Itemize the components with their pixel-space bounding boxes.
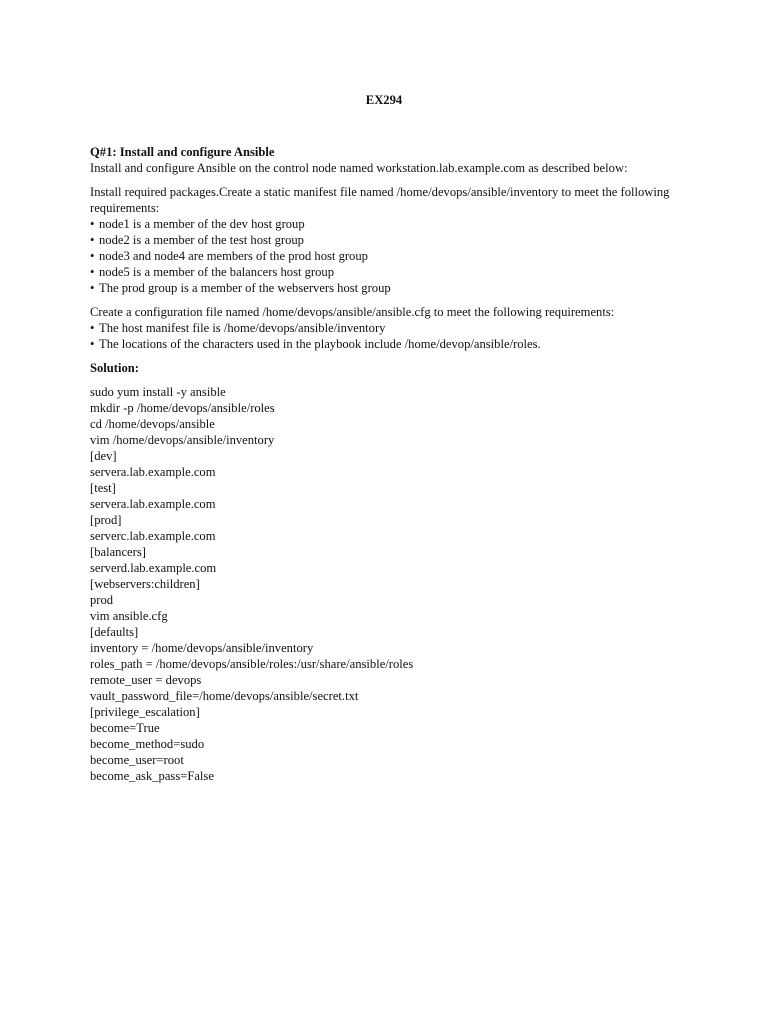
solution-line: servera.lab.example.com — [90, 465, 216, 479]
bullet-icon: • — [90, 233, 95, 247]
solution-line: serverd.lab.example.com — [90, 561, 217, 575]
bullet-icon: • — [90, 321, 95, 335]
list-item — [90, 264, 690, 280]
list-item — [90, 280, 690, 296]
inventory-bullet-list — [90, 216, 690, 296]
list-item-text: The locations of the characters used in the playbook include /home/devop/ansible/roles. — [99, 337, 541, 351]
intro-paragraph: Install and configure Ansible on the control node named workstation.lab.example.com as described below: — [90, 161, 628, 175]
list-item-text: The prod group is a member of the webservers host group — [99, 281, 391, 295]
list-item-text: node5 is a member of the balancers host group — [99, 265, 335, 279]
list-item — [90, 232, 690, 248]
inventory-paragraph: Install required packages.Create a static manifest file named /home/devops/ansible/inventory to meet the following requirements: — [90, 185, 670, 215]
spacer — [90, 296, 690, 304]
spacer — [90, 352, 690, 360]
spacer — [90, 176, 690, 184]
solution-line: vim ansible.cfg — [90, 609, 168, 623]
spacer — [90, 376, 690, 384]
document-body — [90, 144, 690, 784]
solution-line: [prod] — [90, 513, 122, 527]
solution-line: [defaults] — [90, 625, 139, 639]
solution-line: [balancers] — [90, 545, 146, 559]
list-item-text: node1 is a member of the dev host group — [99, 217, 305, 231]
question-heading: Q#1: Install and configure Ansible — [90, 145, 275, 159]
solution-line: [test] — [90, 481, 116, 495]
solution-line: [webservers:children] — [90, 577, 200, 591]
solution-line: prod — [90, 593, 114, 607]
solution-line: become_ask_pass=False — [90, 769, 214, 783]
solution-line: become=True — [90, 721, 160, 735]
list-item-text: node2 is a member of the test host group — [99, 233, 304, 247]
list-item — [90, 320, 690, 336]
list-item — [90, 336, 690, 352]
bullet-icon: • — [90, 281, 95, 295]
solution-line: become_user=root — [90, 753, 184, 767]
config-paragraph: Create a configuration file named /home/devops/ansible/ansible.cfg to meet the following requirements: — [90, 305, 615, 319]
solution-code-block — [90, 384, 690, 784]
solution-line: inventory = /home/devops/ansible/inventory — [90, 641, 314, 655]
solution-line: vim /home/devops/ansible/inventory — [90, 433, 275, 447]
solution-line: serverc.lab.example.com — [90, 529, 216, 543]
solution-line: vault_password_file=/home/devops/ansible/secret.txt — [90, 689, 359, 703]
bullet-icon: • — [90, 337, 95, 351]
solution-line: cd /home/devops/ansible — [90, 417, 215, 431]
solution-heading: Solution: — [90, 361, 139, 375]
list-item — [90, 248, 690, 264]
solution-line: roles_path = /home/devops/ansible/roles:/usr/share/ansible/roles — [90, 657, 414, 671]
solution-line: sudo yum install -y ansible — [90, 385, 226, 399]
solution-line: servera.lab.example.com — [90, 497, 216, 511]
bullet-icon: • — [90, 249, 95, 263]
list-item-text: node3 and node4 are members of the prod host group — [99, 249, 368, 263]
list-item-text: The host manifest file is /home/devops/ansible/inventory — [99, 321, 386, 335]
solution-line: remote_user = devops — [90, 673, 202, 687]
config-bullet-list — [90, 320, 690, 352]
solution-line: become_method=sudo — [90, 737, 205, 751]
solution-line: [privilege_escalation] — [90, 705, 200, 719]
solution-line: mkdir -p /home/devops/ansible/roles — [90, 401, 275, 415]
document-title: EX294 — [365, 93, 403, 107]
list-item — [90, 216, 690, 232]
bullet-icon: • — [90, 217, 95, 231]
solution-line: [dev] — [90, 449, 117, 463]
bullet-icon: • — [90, 265, 95, 279]
